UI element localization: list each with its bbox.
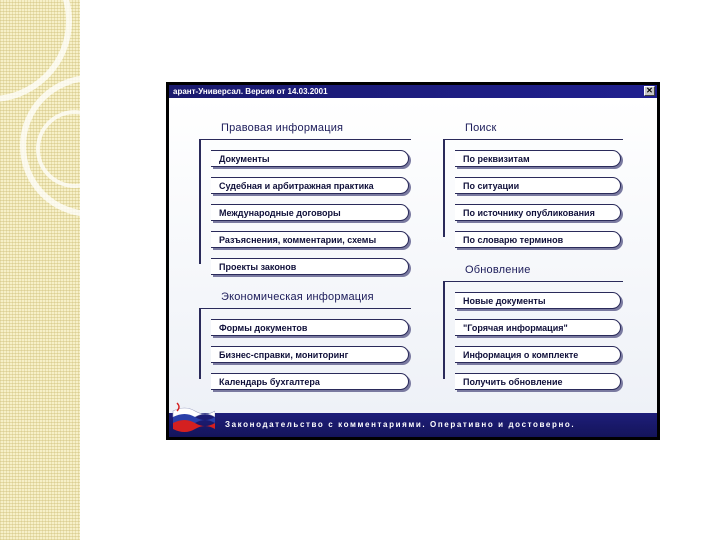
close-icon: ✕ xyxy=(646,86,653,95)
menu-item-get-update[interactable]: Получить обновление xyxy=(455,373,621,390)
statusbar xyxy=(169,413,657,437)
section-title-legal: Правовая информация xyxy=(221,122,344,134)
menu-item-accountant-calendar[interactable]: Календарь бухгалтера xyxy=(211,373,409,390)
section-bracket xyxy=(443,281,455,379)
section-bracket xyxy=(199,139,211,264)
section-title-economic: Экономическая информация xyxy=(221,291,374,303)
menu-item-search-by-requisites[interactable]: По реквизитам xyxy=(455,150,621,167)
section-underline xyxy=(443,281,623,282)
menu-item-package-info[interactable]: Информация о комплекте xyxy=(455,346,621,363)
flag-logo-icon xyxy=(171,401,215,435)
menu-item-document-forms[interactable]: Формы документов xyxy=(211,319,409,336)
app-window xyxy=(166,82,660,440)
menu-item-search-by-situation[interactable]: По ситуации xyxy=(455,177,621,194)
section-underline xyxy=(443,139,623,140)
close-button[interactable] xyxy=(644,86,655,96)
menu-item-search-by-glossary[interactable]: По словарю терминов xyxy=(455,231,621,248)
menu-item-hot-information[interactable]: "Горячая информация" xyxy=(455,319,621,336)
window-title: арант-Универсал. Версия от 14.03.2001 xyxy=(173,87,328,96)
menu-item-documents[interactable]: Документы xyxy=(211,150,409,167)
section-bracket xyxy=(443,139,455,237)
section-underline xyxy=(199,308,411,309)
window-titlebar[interactable] xyxy=(169,85,657,98)
menu-item-new-documents[interactable]: Новые документы xyxy=(455,292,621,309)
menu-item-international-treaties[interactable]: Международные договоры xyxy=(211,204,409,221)
section-bracket xyxy=(199,308,211,379)
menu-item-business-reference[interactable]: Бизнес-справки, мониторинг xyxy=(211,346,409,363)
menu-item-court-practice[interactable]: Судебная и арбитражная практика xyxy=(211,177,409,194)
menu-item-search-by-source[interactable]: По источнику опубликования xyxy=(455,204,621,221)
menu-item-draft-laws[interactable]: Проекты законов xyxy=(211,258,409,275)
menu-item-explanations[interactable]: Разъяснения, комментарии, схемы xyxy=(211,231,409,248)
slide-decoration-strip xyxy=(0,0,80,540)
statusbar-slogan: Законодательство с комментариями. Оперативно и достоверно. xyxy=(225,420,576,429)
window-inner xyxy=(169,85,657,437)
main-menu-area xyxy=(169,98,657,413)
section-underline xyxy=(199,139,411,140)
section-title-search: Поиск xyxy=(465,122,497,134)
section-title-update: Обновление xyxy=(465,264,531,276)
